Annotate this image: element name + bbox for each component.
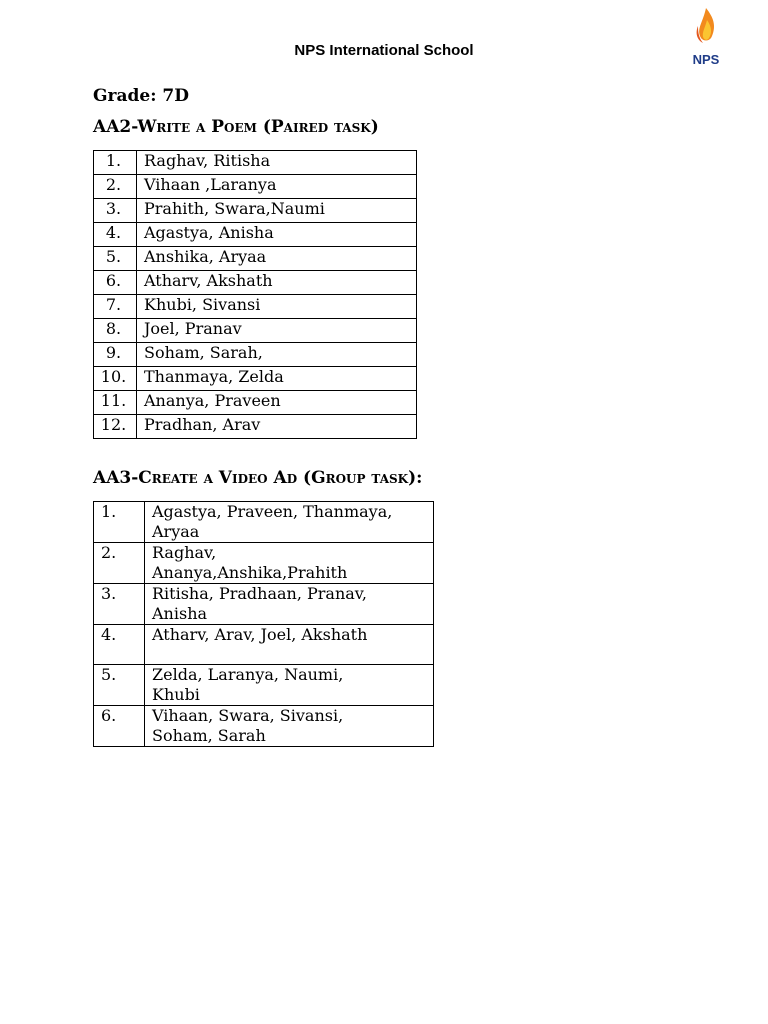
group-names-line: Aryaa [152, 522, 200, 541]
group-names-line: Atharv, Arav, Joel, Akshath [152, 625, 368, 644]
row-number: 12. [94, 415, 137, 439]
aa2-pairs-table [93, 150, 417, 439]
pair-names: Ananya, Praveen [137, 391, 417, 415]
row-number: 2. [94, 175, 137, 199]
row-number: 1. [94, 151, 137, 175]
table-row [94, 502, 434, 543]
group-names-line: Agastya, Praveen, Thanmaya, [152, 502, 393, 521]
group-names [145, 706, 434, 747]
table-row [94, 247, 417, 271]
table-row [94, 175, 417, 199]
table-row [94, 223, 417, 247]
aa2-heading: AA2-Write a Poem (Paired task) [93, 117, 379, 137]
row-number: 4. [94, 223, 137, 247]
table-row [94, 665, 434, 706]
table-row [94, 391, 417, 415]
row-number: 2. [94, 543, 145, 584]
group-names [145, 625, 434, 665]
group-names-line: Soham, Sarah [152, 726, 266, 745]
group-names-line: Ritisha, Pradhaan, Pranav, [152, 584, 368, 603]
table-row [94, 706, 434, 747]
flame-icon [686, 6, 726, 50]
group-names-line: Zelda, Laranya, Naumi, [152, 665, 344, 684]
group-names-line: Khubi [152, 685, 200, 704]
group-names-line: Raghav, [152, 543, 217, 562]
group-names [145, 665, 434, 706]
pair-names: Soham, Sarah, [137, 343, 417, 367]
row-number: 3. [94, 584, 145, 625]
aa3-heading: AA3-Create a Video Ad (Group task): [93, 468, 423, 488]
group-names [145, 584, 434, 625]
table-row [94, 295, 417, 319]
row-number: 6. [94, 706, 145, 747]
logo-text: NPS [692, 52, 720, 67]
pair-names: Thanmaya, Zelda [137, 367, 417, 391]
grade-label: Grade: 7D [93, 86, 189, 106]
pair-names: Agastya, Anisha [137, 223, 417, 247]
row-number: 4. [94, 625, 145, 665]
pair-names: Joel, Pranav [137, 319, 417, 343]
table-row [94, 543, 434, 584]
group-names [145, 543, 434, 584]
table-row [94, 151, 417, 175]
row-number: 7. [94, 295, 137, 319]
table-row [94, 199, 417, 223]
pair-names: Vihaan ,Laranya [137, 175, 417, 199]
table-row [94, 367, 417, 391]
row-number: 3. [94, 199, 137, 223]
table-row [94, 319, 417, 343]
table-row [94, 271, 417, 295]
pair-names: Raghav, Ritisha [137, 151, 417, 175]
school-logo [686, 6, 726, 67]
row-number: 6. [94, 271, 137, 295]
row-number: 10. [94, 367, 137, 391]
row-number: 5. [94, 665, 145, 706]
group-names [145, 502, 434, 543]
pair-names: Atharv, Akshath [137, 271, 417, 295]
pair-names: Khubi, Sivansi [137, 295, 417, 319]
table-row [94, 415, 417, 439]
row-number: 11. [94, 391, 137, 415]
table-row [94, 625, 434, 665]
row-number: 8. [94, 319, 137, 343]
table-row [94, 343, 417, 367]
group-names-line: Anisha [152, 604, 208, 623]
row-number: 5. [94, 247, 137, 271]
group-names-line: Vihaan, Swara, Sivansi, [152, 706, 344, 725]
table-row [94, 584, 434, 625]
pair-names: Anshika, Aryaa [137, 247, 417, 271]
row-number: 1. [94, 502, 145, 543]
school-name: NPS International School [294, 42, 474, 59]
pair-names: Prahith, Swara,Naumi [137, 199, 417, 223]
pair-names: Pradhan, Arav [137, 415, 417, 439]
row-number: 9. [94, 343, 137, 367]
aa3-groups-table [93, 501, 434, 747]
group-names-line: Ananya,Anshika,Prahith [152, 563, 348, 582]
